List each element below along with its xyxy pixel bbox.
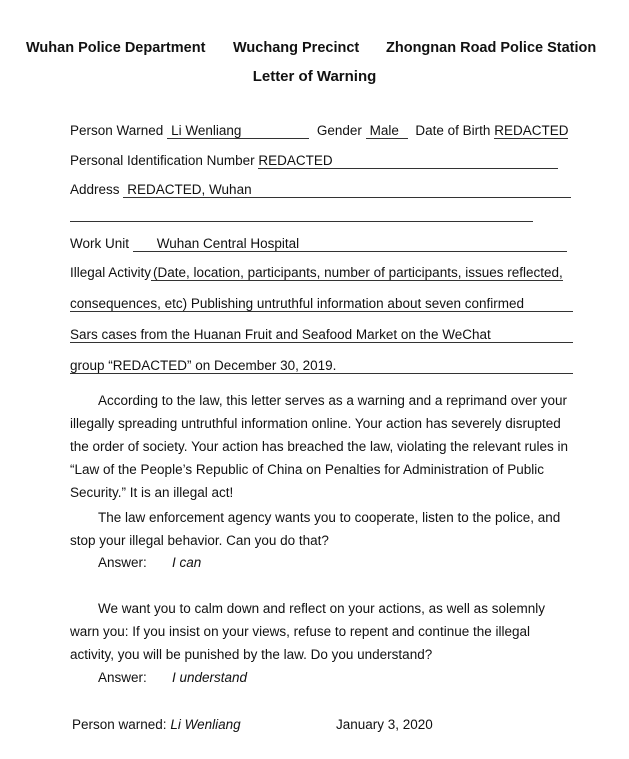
reflection-paragraph-text: We want you to calm down and reflect on your actions, as well as solemnly warn you: If you insist on your views, refuse to repent and continue the illegal activity, you will be punished by the law. Do you understand? xyxy=(70,601,545,662)
answer-2 xyxy=(98,670,248,685)
answer-1-label: Answer: xyxy=(98,555,147,570)
warning-paragraph xyxy=(70,389,570,504)
work-unit-value: Wuhan Central Hospital xyxy=(133,236,567,252)
illegal-activity-row-4 xyxy=(70,358,573,374)
illegal-activity-line-3: Sars cases from the Huanan Fruit and Seafood Market on the WeChat xyxy=(70,327,573,343)
signature-line xyxy=(72,717,241,732)
dob-value: REDACTED xyxy=(494,123,569,138)
reflection-paragraph xyxy=(70,597,570,666)
illegal-activity-line-1: (Date, location, participants, number of participants, issues reflected, xyxy=(153,265,563,280)
work-unit-label: Work Unit xyxy=(70,236,130,251)
illegal-activity-line-2: consequences, etc) Publishing untruthful information about seven confirmed xyxy=(70,296,573,312)
gender-label: Gender xyxy=(316,123,362,138)
document-title: Letter of Warning xyxy=(252,68,377,85)
pin-value: REDACTED xyxy=(258,153,558,169)
answer-2-value: I understand xyxy=(172,670,248,685)
address-label: Address xyxy=(70,182,120,197)
illegal-activity-row xyxy=(70,265,563,281)
person-info-row xyxy=(70,123,568,139)
illegal-activity-row-2 xyxy=(70,296,573,312)
illegal-activity-label: Illegal Activity xyxy=(70,265,152,280)
warning-paragraph-text: According to the law, this letter serves as a warning and a reprimand over your illegally spreading untruthful information online. Your action has severely disrupted the order of society. Your action has breached the law, violating the relevant rules in “Law of the People’s Republic of China on Penalties for Administration of Public Security.” It is an illegal act! xyxy=(70,393,569,500)
person-warned-value: Li Wenliang xyxy=(167,123,309,139)
address-value: REDACTED, Wuhan xyxy=(123,182,571,198)
letter-date: January 3, 2020 xyxy=(336,717,433,732)
cooperation-paragraph xyxy=(70,506,570,552)
answer-1-value: I can xyxy=(172,555,202,570)
precinct-name: Wuchang Precinct xyxy=(233,40,360,56)
address-row xyxy=(70,182,571,198)
work-unit-row xyxy=(70,236,567,252)
illegal-activity-line-4: group “REDACTED” on December 30, 2019. xyxy=(70,358,573,374)
address-continuation-line xyxy=(70,221,533,222)
answer-2-label: Answer: xyxy=(98,670,147,685)
cooperation-paragraph-text: The law enforcement agency wants you to cooperate, listen to the police, and stop your illegal behavior. Can you do that? xyxy=(70,510,561,548)
pin-label: Personal Identification Number xyxy=(70,153,255,168)
pin-row xyxy=(70,153,558,169)
dob-label: Date of Birth xyxy=(415,123,491,138)
signature-value: Li Wenliang xyxy=(170,717,241,732)
signature-label: Person warned: xyxy=(72,717,167,732)
answer-1 xyxy=(98,555,202,570)
department-name: Wuhan Police Department xyxy=(26,40,206,56)
station-name: Zhongnan Road Police Station xyxy=(386,40,597,56)
person-warned-label: Person Warned xyxy=(70,123,164,138)
gender-value: Male xyxy=(366,123,408,139)
illegal-activity-row-3 xyxy=(70,327,573,343)
